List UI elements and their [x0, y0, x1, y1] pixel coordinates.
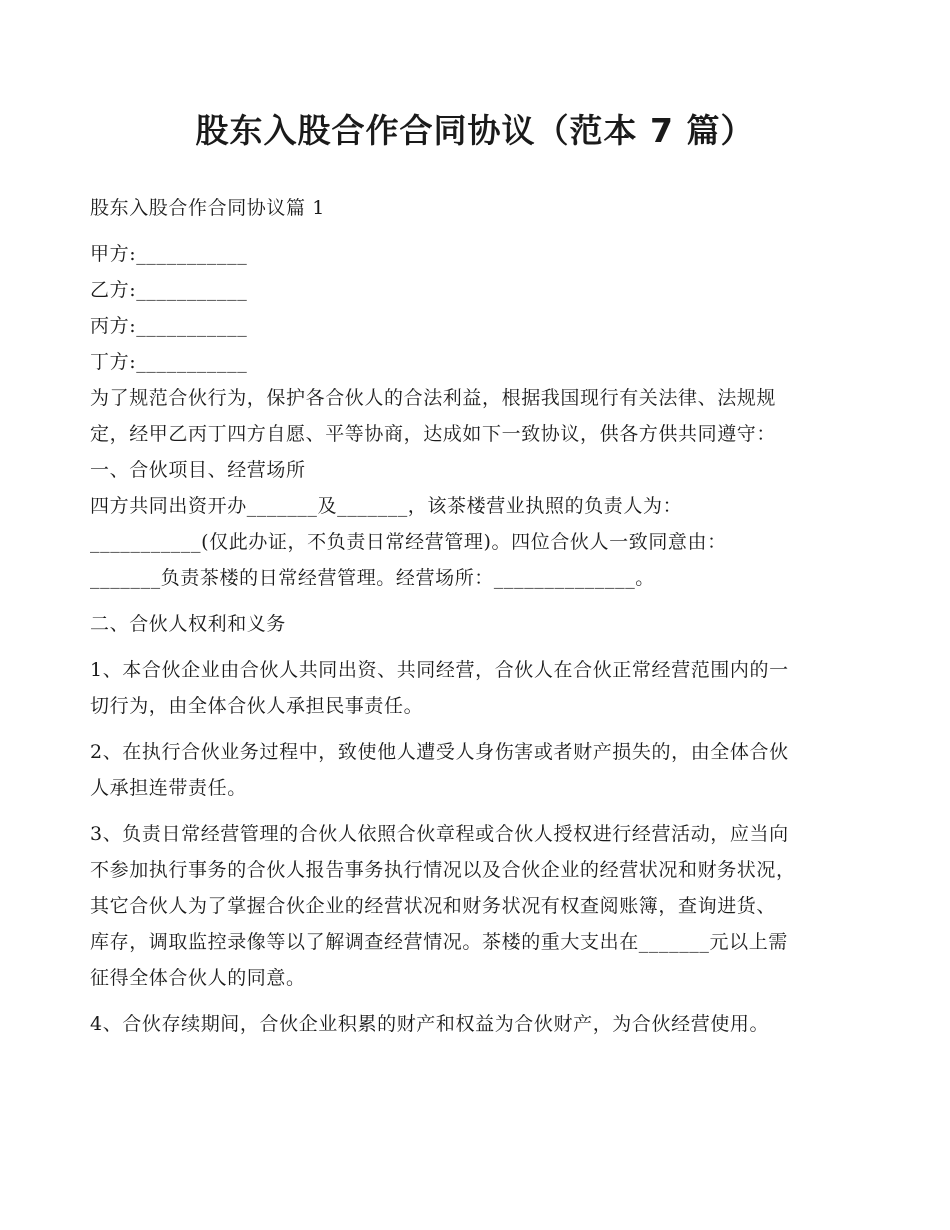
section-1-line: _______负责茶楼的日常经营管理。经营场所：______________。	[90, 567, 655, 589]
party-c-line: 丙方:___________	[90, 315, 248, 337]
document-title: 股东入股合作合同协议（范本 7 篇）	[195, 111, 755, 150]
section-2-item-3	[90, 816, 865, 996]
party-b-line: 乙方:___________	[90, 279, 248, 301]
party-d-line: 丁方:___________	[90, 351, 248, 373]
preamble-line: 为了规范合伙行为，保护各合伙人的合法利益，根据我国现行有关法律、法规规	[90, 387, 777, 409]
item-line: 其它合伙人为了掌握合伙企业的经营状况和财务状况有权查阅账簿，查询进货、	[90, 895, 777, 917]
item-line: 3、负责日常经营管理的合伙人依照合伙章程或合伙人授权进行经营活动，应当向	[90, 823, 789, 845]
item-line: 库存，调取监控录像等以了解调查经营情况。茶楼的重大支出在_______元以上需	[90, 931, 788, 953]
section-1	[90, 452, 865, 596]
item-line: 征得全体合伙人的同意。	[90, 967, 306, 989]
preamble	[90, 380, 865, 452]
section-2-item-1	[90, 652, 865, 724]
section-1-heading: 一、合伙项目、经营场所	[90, 459, 306, 481]
section-1-line: 四方共同出资开办_______及_______，该茶楼营业执照的负责人为：	[90, 495, 683, 517]
item-line: 1、本合伙企业由合伙人共同出资、共同经营，合伙人在合伙正常经营范围内的一	[90, 659, 789, 681]
item-line: 不参加执行事务的合伙人报告事务执行情况以及合伙企业的经营状况和财务状况，	[90, 859, 796, 881]
item-line: 4、合伙存续期间，合伙企业积累的财产和权益为合伙财产，为合伙经营使用。	[90, 1013, 770, 1035]
document-body	[90, 190, 865, 1042]
agreement-subtitle: 股东入股合作合同协议篇 1	[90, 197, 325, 219]
preamble-line: 定，经甲乙丙丁四方自愿、平等协商，达成如下一致协议，供各方供共同遵守：	[90, 423, 777, 445]
item-line: 人承担连带责任。	[90, 777, 247, 799]
item-line: 2、在执行合伙业务过程中，致使他人遭受人身伤害或者财产损失的，由全体合伙	[90, 741, 789, 763]
section-2-item-4	[90, 1006, 865, 1042]
party-a-line: 甲方:___________	[90, 243, 248, 265]
section-2-item-2	[90, 734, 865, 806]
section-1-line: ___________(仅此办证，不负责日常经营管理)。四位合伙人一致同意由：	[90, 531, 727, 553]
party-list	[90, 236, 865, 380]
item-line: 切行为，由全体合伙人承担民事责任。	[90, 695, 424, 717]
section-2-heading: 二、合伙人权利和义务	[90, 613, 287, 635]
